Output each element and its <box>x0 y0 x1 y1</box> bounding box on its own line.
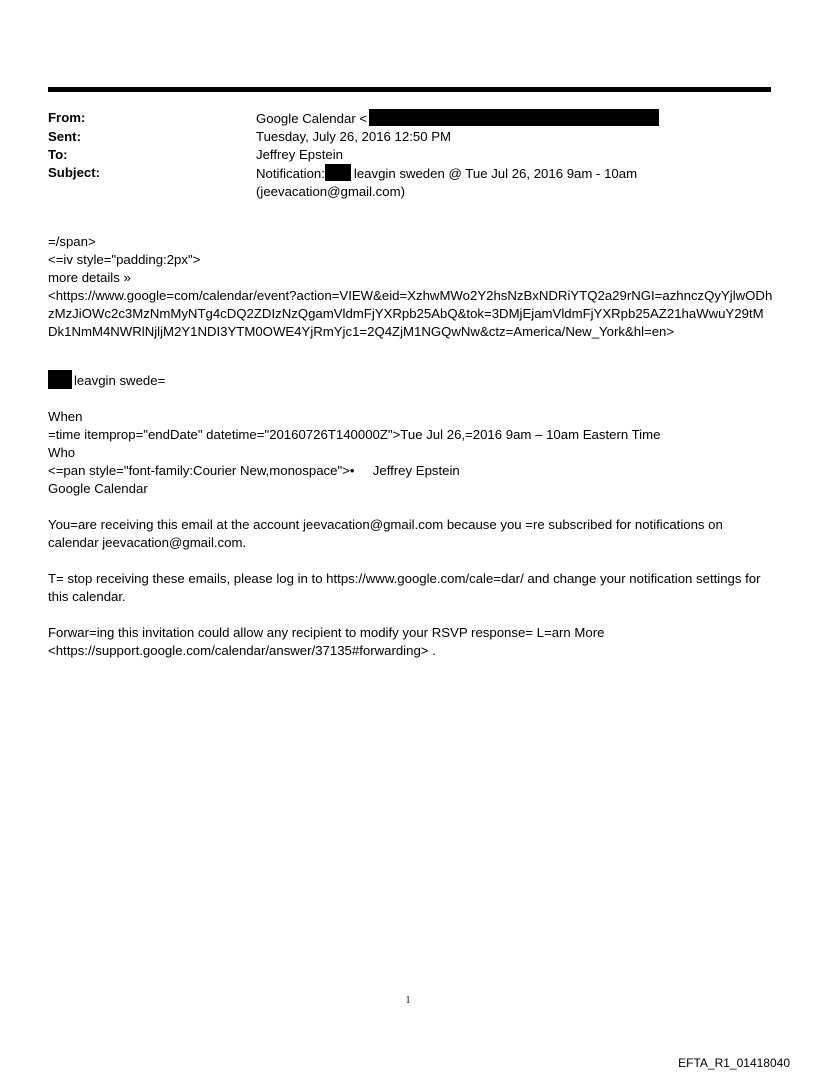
spacer <box>48 498 773 516</box>
who-label: Who <box>48 445 76 460</box>
spacer <box>48 390 773 408</box>
stop-notice: T= stop receiving these emails, please log in to https://www.google.com/cale=dar/ and change your notification settings for this calendar. <box>48 571 765 604</box>
redaction-block <box>325 164 351 181</box>
google-calendar-signature: Google Calendar <box>48 481 148 496</box>
email-header <box>48 109 771 201</box>
redaction-block <box>48 370 72 389</box>
event-url[interactable]: <https://www.google=com/calendar/event?action=VIEW&eid=XzhwMWo2Y2hsNzBxNDRiYTQ2a29rNGI=azhnczQyYjlwODhzMzJiOWc2c3MzNmMyNTg4cDQ2ZDIzNzQgamVldmFjYXRpb25AbQ&tok=3DMjEjamVldmFjYXRpb25AZ21haWwuY29tMDk1NmM4NWRlNjljM2Y1NDI3YTM0OWE4YjRmYjc1=2Q4ZjM1NGQwNw&ctz=America/New_York&hl=en> <box>48 288 773 339</box>
subject-line-2: (jeevacation@gmail.com) <box>256 184 405 199</box>
email-body <box>48 233 773 660</box>
from-sender: Google Calendar < <box>256 111 368 126</box>
subject-row <box>48 164 771 201</box>
span-close-line: =/span> <box>48 234 96 249</box>
receiving-notice: You=are receiving this email at the account jeevacation@gmail.com because you =re subscribed for notifications on calendar jeevacation@gmail.com. <box>48 517 727 550</box>
forward-notice: Forwar=ing this invitation could allow any recipient to modify your RSVP response= L=arn More <box>48 625 605 640</box>
sent-label: Sent: <box>48 129 81 144</box>
who-line: <=pan style="font-family:Courier New,monospace">• Jeffrey Epstein <box>48 463 460 478</box>
event-title-line <box>48 370 773 390</box>
sent-row <box>48 128 771 146</box>
event-title: leavgin swede= <box>74 373 166 388</box>
to-row <box>48 146 771 164</box>
document-id: EFTA_R1_01418040 <box>678 1056 790 1070</box>
time-line: =time itemprop="endDate" datetime="20160726T140000Z">Tue Jul 26,=2016 9am – 10am Eastern Time <box>48 427 661 442</box>
more-details-link[interactable]: more details » <box>48 270 131 285</box>
subject-line-1: leavgin sweden @ Tue Jul 26, 2016 9am - 10am <box>353 166 638 181</box>
spacer <box>48 552 773 570</box>
subject-label: Subject: <box>48 165 101 180</box>
page-number: 1 <box>405 995 411 1006</box>
spacer <box>48 606 773 624</box>
top-rule <box>48 87 771 92</box>
subject-prefix: Notification: <box>256 166 325 181</box>
div-tag-line: <=iv style="padding:2px"> <box>48 252 201 267</box>
forward-url[interactable]: <https://support.google.com/calendar/answer/37135#forwarding> . <box>48 643 436 658</box>
when-label: When <box>48 409 83 424</box>
from-label: From: <box>48 110 86 125</box>
sent-value: Tuesday, July 26, 2016 12:50 PM <box>256 129 451 144</box>
to-value: Jeffrey Epstein <box>256 147 343 162</box>
redaction-block <box>369 109 659 126</box>
from-value <box>256 109 771 128</box>
spacer <box>48 341 773 370</box>
from-row <box>48 109 771 128</box>
to-label: To: <box>48 147 68 162</box>
subject-value <box>256 164 771 201</box>
